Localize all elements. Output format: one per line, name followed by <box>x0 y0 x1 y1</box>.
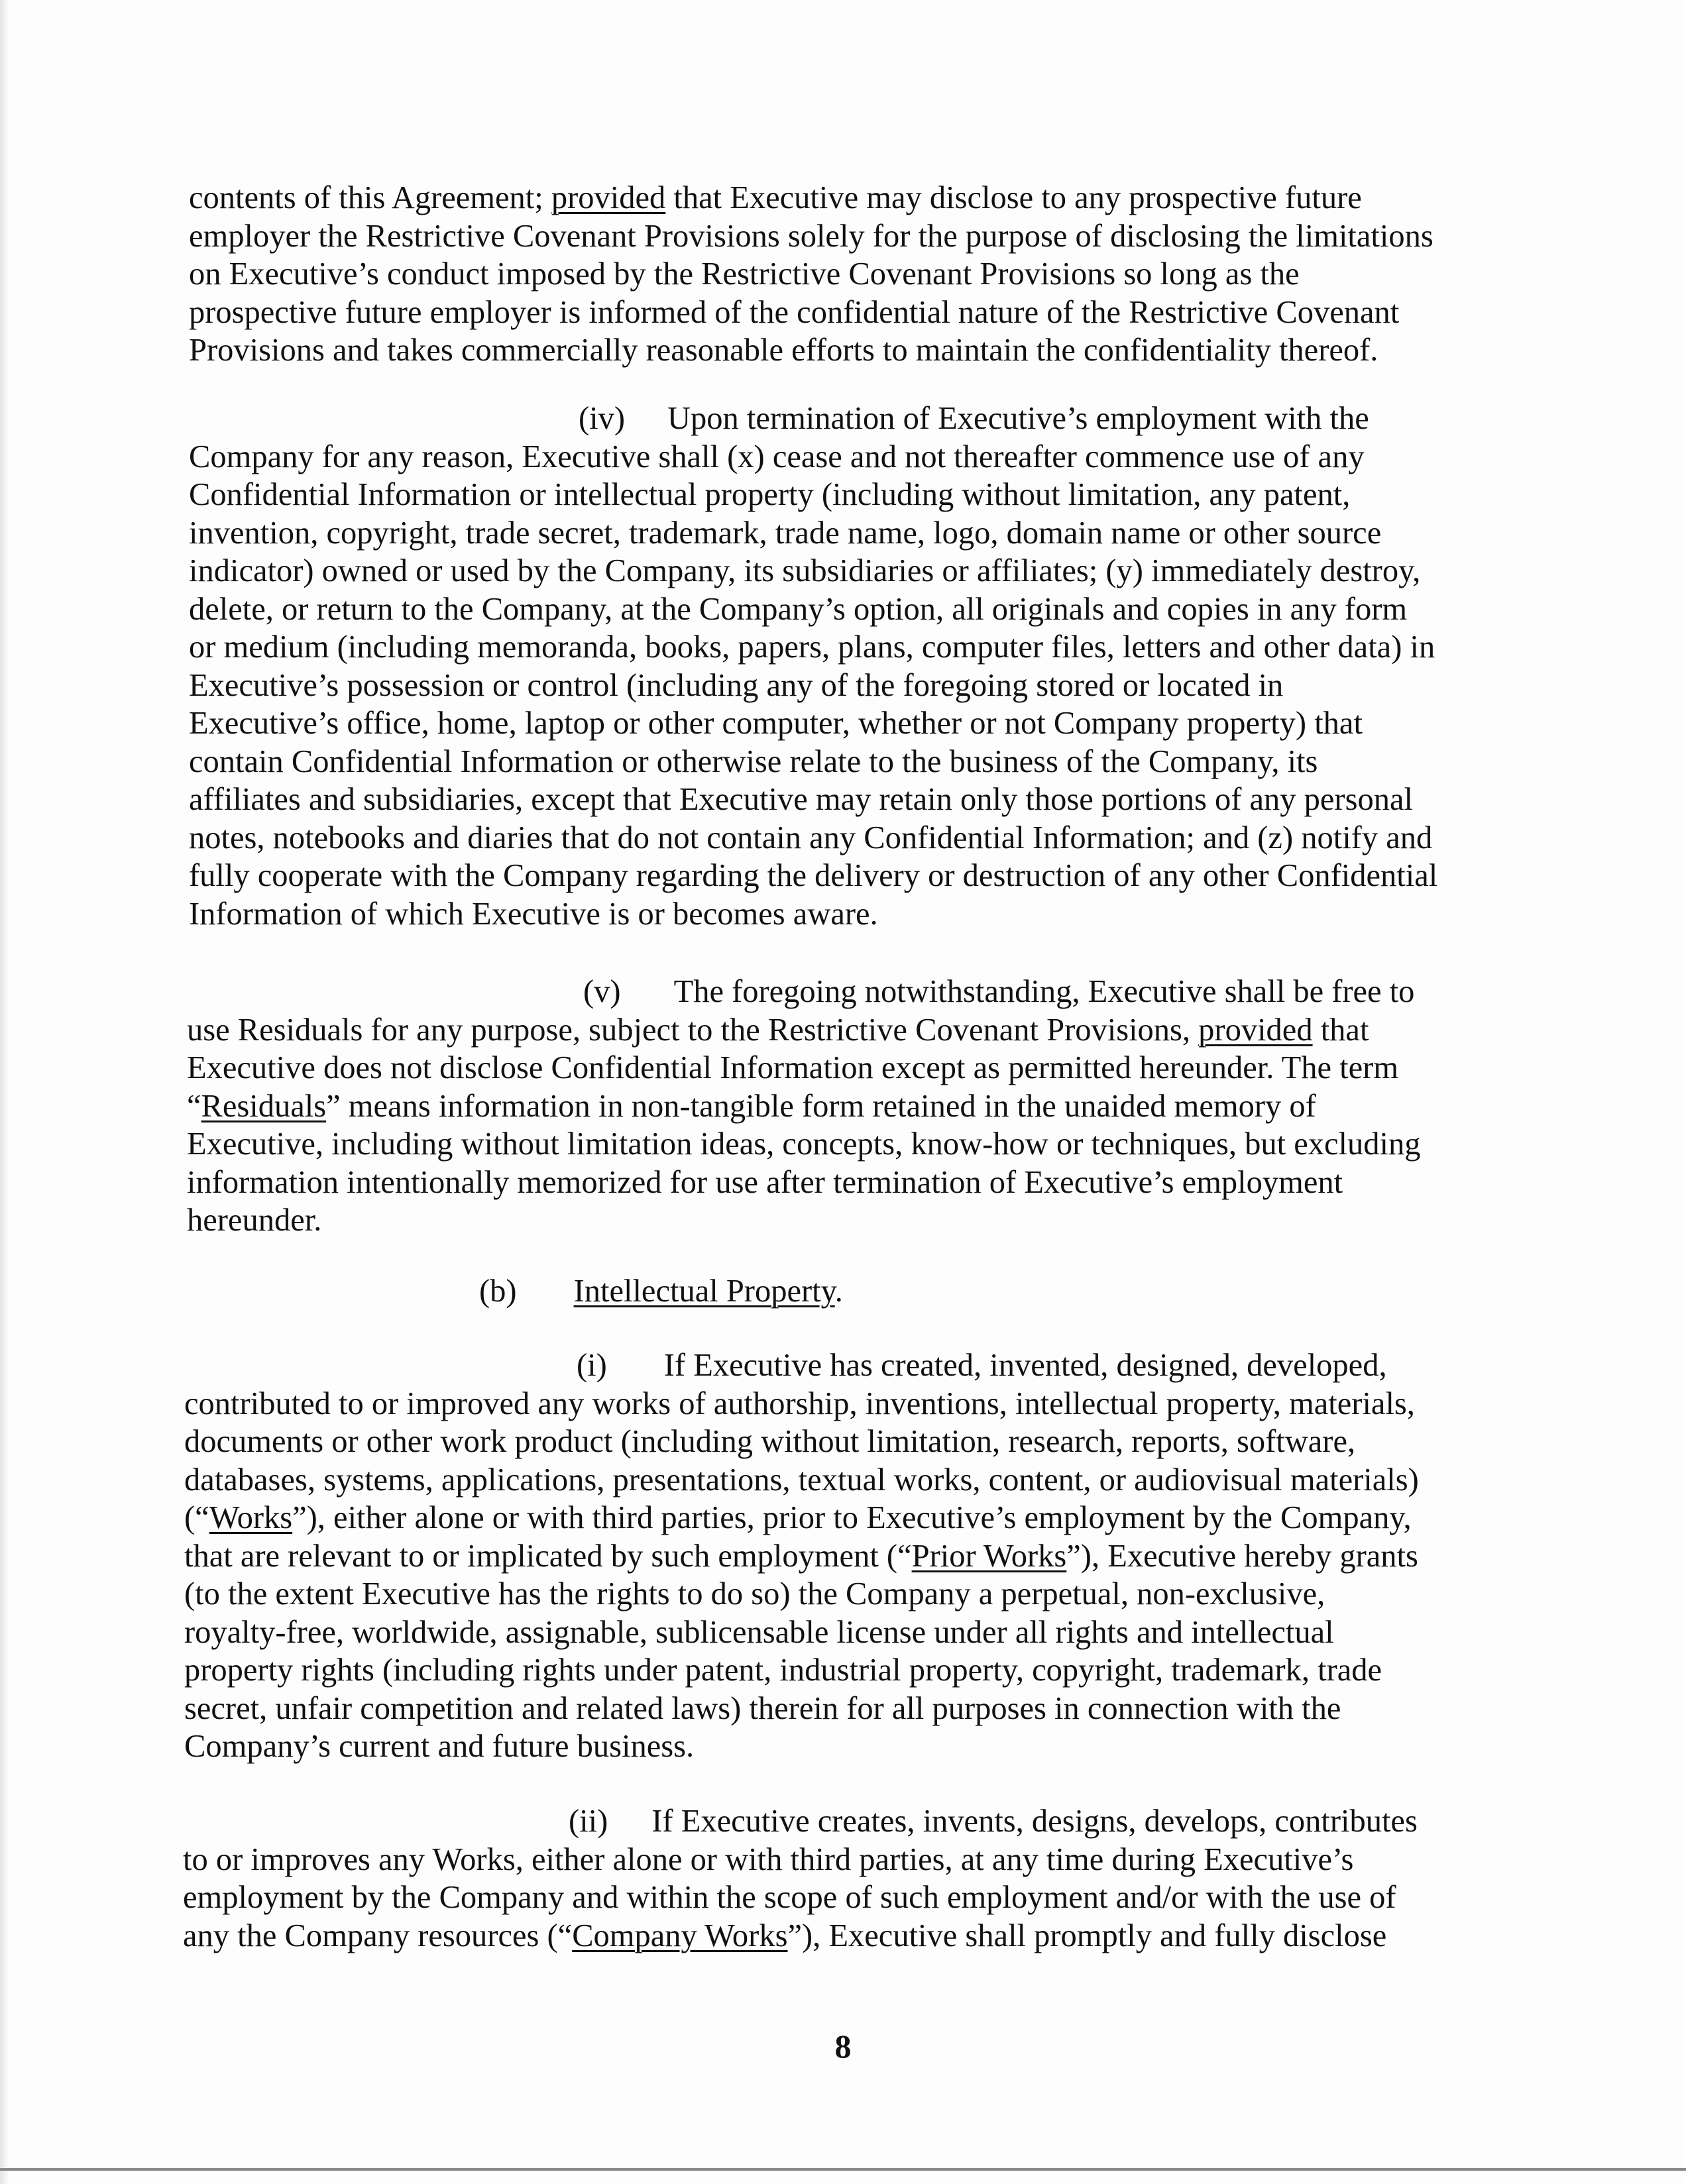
text-line: information intentionally memorized for use after termination of Executive’s employment <box>187 1164 1343 1200</box>
paragraph-iv <box>189 400 1437 933</box>
paragraph-continuation <box>189 179 1433 370</box>
text-line <box>187 973 1420 1011</box>
text-run: . <box>834 1274 843 1309</box>
defined-term: Prior Works <box>911 1538 1067 1574</box>
paragraph-ii <box>183 1802 1418 1955</box>
text-line: to or improves any Works, either alone or with third parties, at any time during Executive’s <box>183 1841 1354 1877</box>
text-line: invention, copyright, trade secret, trademark, trade name, logo, domain name or other source <box>189 515 1382 551</box>
clause-number: (ii) <box>569 1804 608 1839</box>
text-line: Company for any reason, Executive shall (x) cease and not thereafter commence use of any <box>189 439 1365 474</box>
page-number: 8 <box>834 2028 852 2065</box>
text-line: Executive’s office, home, laptop or other computer, whether or not Company property) that <box>189 706 1363 741</box>
text-line <box>189 179 1433 217</box>
text-line: Executive does not disclose Confidential Information except as permitted hereunder. The term <box>187 1050 1399 1085</box>
text-run: Upon termination of Executive’s employment with the <box>667 401 1369 436</box>
text-line: Executive’s possession or control (including any of the foregoing stored or located in <box>189 667 1284 703</box>
text-line: secret, unfair competition and related laws) therein for all purposes in connection with the <box>184 1690 1341 1726</box>
text-run: that are relevant to or implicated by such employment (“ <box>184 1538 912 1574</box>
scan-edge-shadow <box>0 0 9 2184</box>
text-run: If Executive has created, invented, designed, developed, <box>663 1348 1387 1383</box>
text-line: notes, notebooks and diaries that do not contain any Confidential Information; and (z) notify and <box>189 820 1433 855</box>
text-line: delete, or return to the Company, at the Company’s option, all originals and copies in any form <box>189 591 1408 627</box>
text-line <box>189 400 1437 438</box>
text-run: ” means information in non-tangible form retained in the unaided memory of <box>326 1088 1316 1124</box>
section-heading-b <box>479 1272 843 1311</box>
text-line <box>183 1917 1418 1955</box>
text-line <box>184 1346 1419 1385</box>
text-line: or medium (including memoranda, books, papers, plans, computer files, letters and other data) in <box>189 629 1435 665</box>
text-line: Executive, including without limitation ideas, concepts, know-how or techniques, but excluding <box>187 1126 1421 1162</box>
text-run: ”), Executive hereby grants <box>1066 1538 1418 1574</box>
text-line: documents or other work product (including without limitation, research, reports, software, <box>184 1424 1356 1459</box>
text-line: Confidential Information or intellectual property (including without limitation, any patent, <box>189 477 1351 512</box>
text-line: on Executive’s conduct imposed by the Restrictive Covenant Provisions so long as the <box>189 256 1300 292</box>
text-run: ”), Executive shall promptly and fully disclose <box>787 1918 1387 1953</box>
clause-number: (v) <box>583 974 621 1009</box>
page-bottom-edge <box>0 2168 1686 2171</box>
text-line <box>184 1537 1419 1576</box>
clause-number: (i) <box>577 1348 607 1383</box>
text-line: Provisions and takes commercially reasonable efforts to maintain the confidentiality thereof. <box>189 333 1378 368</box>
text-line: property rights (including rights under patent, industrial property, copyright, trademark, trade <box>184 1653 1382 1688</box>
text-line <box>184 1499 1419 1537</box>
text-line: Company’s current and future business. <box>184 1729 695 1764</box>
text-run: that <box>1312 1012 1369 1048</box>
text-line <box>187 1087 1420 1126</box>
text-line: fully cooperate with the Company regarding the delivery or destruction of any other Confidential <box>189 858 1438 893</box>
text-run: contents of this Agreement; <box>189 180 551 215</box>
text-line: employer the Restrictive Covenant Provisions solely for the purpose of disclosing the limitations <box>189 218 1433 254</box>
section-title: Intellectual Property <box>573 1274 835 1309</box>
text-run: (“ <box>184 1500 209 1535</box>
text-run: ”), either alone or with third parties, prior to Executive’s employment by the Company, <box>292 1500 1412 1535</box>
text-line: royalty-free, worldwide, assignable, sublicensable license under all rights and intellectual <box>184 1614 1334 1650</box>
underlined-term: provided <box>551 180 666 215</box>
text-run: “ <box>187 1088 201 1124</box>
text-line: (to the extent Executive has the rights to do so) the Company a perpetual, non-exclusive, <box>184 1576 1325 1611</box>
text-line: affiliates and subsidiaries, except that Executive may retain only those portions of any personal <box>189 782 1413 817</box>
clause-number: (iv) <box>579 401 626 436</box>
text-line <box>187 1011 1420 1050</box>
text-line: databases, systems, applications, presentations, textual works, content, or audiovisual materials) <box>184 1462 1419 1498</box>
text-run: that Executive may disclose to any prospective future <box>665 180 1362 215</box>
defined-term: Company Works <box>572 1918 788 1953</box>
text-run: any the Company resources (“ <box>183 1918 573 1953</box>
paragraph-i <box>184 1346 1419 1766</box>
text-line: contributed to or improved any works of authorship, inventions, intellectual property, materials, <box>184 1386 1415 1421</box>
section-number: (b) <box>479 1274 517 1309</box>
text-line: contain Confidential Information or otherwise relate to the business of the Company, its <box>189 743 1318 779</box>
paragraph-v <box>187 973 1420 1240</box>
defined-term: Works <box>209 1500 293 1535</box>
text-run: The foregoing notwithstanding, Executive shall be free to <box>673 974 1415 1009</box>
text-line: indicator) owned or used by the Company, its subsidiaries or affiliates; (y) immediately destroy, <box>189 553 1421 588</box>
text-line: Information of which Executive is or becomes aware. <box>189 896 878 932</box>
defined-term: Residuals <box>201 1088 327 1124</box>
text-run: use Residuals for any purpose, subject to the Restrictive Covenant Provisions, <box>187 1012 1199 1048</box>
text-line: employment by the Company and within the scope of such employment and/or with the use of <box>183 1880 1396 1915</box>
text-line: hereunder. <box>187 1203 322 1238</box>
text-line: prospective future employer is informed of the confidential nature of the Restrictive Covenant <box>189 294 1400 330</box>
underlined-term: provided <box>1198 1012 1313 1048</box>
text-run: If Executive creates, invents, designs, develops, contributes <box>651 1804 1418 1839</box>
text-line <box>183 1802 1418 1841</box>
